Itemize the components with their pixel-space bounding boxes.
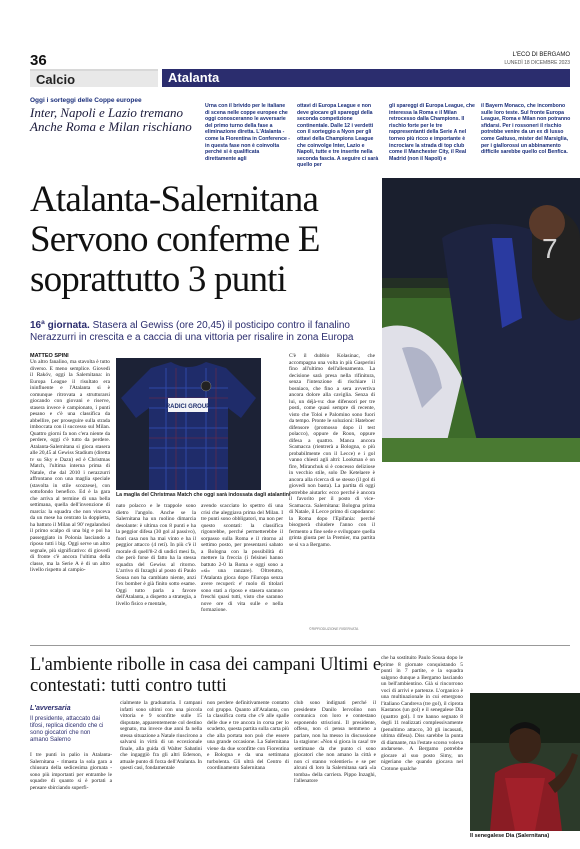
newspaper-name: L'ECO DI BERGAMO (512, 52, 570, 58)
main-deck (30, 320, 390, 344)
top-column-1: Urna con il brivido per le italiane di scena nelle coppe europee che oggi conosceranno le avversarie del primo turno della fase a eliminazione diretta. L'Atalanta - come la Fiorentina in Conference - in questa fase non è coinvolta perché si è qualificata direttamente agli (205, 103, 291, 162)
issue-date: LUNEDÌ 18 DICEMBRE 2023 (504, 60, 570, 66)
section-atalanta (162, 69, 570, 87)
bottom-column-2: cialmente la graduatoria. I campani infatti sono ultimi con una piccola vittoria e 9 sconfitte sulle 15 disputate, apparentemente col destino segnato, ma invece due anni fa nella stessa situazione a Natale riuscirono a salvarsi in virtù di un eccezionale finale, alla guida di Walter Sabatini che ingaggiò fra gli altri Ederson, attuale punto di forza dell'Atalanta. In questi casi, fondamentale (120, 700, 202, 771)
bottom-column-1: I tre punti in palio in Atalanta-Salernitana - rimasta la sola gara a chiusura della sedicesima giornata - sono più importanti per entrambe le squadre di quanto si è portati a pensare sbirciando superfi- (30, 752, 112, 791)
page-number: 36 (30, 52, 47, 69)
player-photo-caption: Il senegalese Dia (Salernitana) (470, 833, 550, 839)
top-kicker: Oggi i sorteggi delle Coppe europee (30, 97, 142, 104)
deck-text: Stasera al Gewiss (ore 20,45) il posticipo contro il fanalino Nerazzurri in crescita e a caccia di una vittoria per risalire in zona Europa (30, 320, 354, 343)
match-photo-illustration (382, 178, 580, 462)
main-column-1 (30, 353, 110, 574)
main-headline: Atalanta-Salernitana Servono conferme E soprattutto 3 punti (30, 179, 320, 300)
player-photo (470, 693, 580, 831)
copyright-credit: ©RIPRODUZIONE RISERVATA (309, 627, 359, 631)
bottom-column-4: club sono indignati perché il presidente Danilo Iervolino non comunica con loro e contestano esponendo striscioni. Il presidente, offeso, non ci pensa nemmeno a parlare, non ha messo in discussione la stagione: «Non si gioca in casa! tre settimane da che punto ci sono giocatori che non amano la città e non ci stanno volentieri» e se per alcuni di loro la Salernitana sarà «la tomba» della carriera. Pippo Inzaghi, l'allenatore (294, 700, 376, 784)
main-column-4: C'è il dubbio Kolasinac, che accompagna una volta in più Gasperini fino all'ultimo dell'allenamento. La decisione sarà presa nella rifinitura, senza l'intenzione di rischiare il bosniaco, che fino a sera avvertiva ancora dolore alla caviglia. Senza di lui, un déjà-vu: due difensori per tre posti, come quasi sempre di recente, visto che Toloi e Palomino sono fuori da tempo. Pronte le soluzioni: Hateboer difensore (promosso dopo il test polacco), oppure de Roon, oppure difesa a quattro. Manca ancora Scamacca (rientrerà a Bologna, o più probabilmente con il Lecce) e i gol vanno chiesti agli altri: Lookman è on fire, Miranchuk si è concesso deliziose in vecchio stile, solo De Ketelaere è ancora alla ricerca di se stesso (il gol di giovedì non basta). La partita di oggi potrebbe aiutarlo: ecco perché è ancora il favorito per il posto di vice-Scamacca. Salernitana: Bologna prima di Natale, il Lecce primo di capodanno: la Roma dopo l'Epifania: perché bisognerà chiudere l'anno con il fermento a fine sede e sviluppare quella grinta giusta per la Premier, ma partita se si va a Bergamo. (289, 353, 375, 548)
jersey-illustration (116, 358, 261, 490)
main-column-1-text: Un altro fanalino, ma stavolta è tutto diverso. E meno semplice. Giovedì il Rakóv, oggi la Salernitana: in Europa League il risultato era ininfluente e l'Atalanta si è comunque ritrovata a strutturarsi giocando con giovani e riserve, stasera invece è campionato, i punti pesano e c'è una classifica da abbellire, per proseguire sulla strada imboccata con il successo sul Milan. Quattro giorni fa non c'era niente da perdere, oggi c'è tutto da perdere. Atalanta-Salernitana si gioca stasera alle 20,45 al Gewiss Stadium (diretta tv su Sky e Dazn) ed è Christmas Match, l'ultima interna prima di Natale, che dal 2010 i nerazzurri affrontano con una maglia speciale (stavolta in stile scozzese), con sottofondo benefico. Ed è la gara che arriva al termine di una bella settimana, quella dell'invenzione di marcia: la squadra che non vinceva da un mese ha centrato la doppietta, ha battuto il Milan al 90' regalandosi il primo scalpo di una big e poi ha passeggiato in Polonia lasciando a riposo tutti i big. Oggi serve un altro segnale, più significativo: di giovedì di fronte c'è ancora l'ultima della classe, ma la Serie A è di un altro livello rispetto al campio- (30, 359, 110, 573)
aside-text: Il presidente, attaccato dai tifosi, replica dicendo che ci sono giocatori che non amano Salerno (30, 716, 104, 743)
jersey-sponsor: RADICI GROUP (165, 404, 211, 410)
bottom-column-5: che ha sostituito Paulo Sousa dopo le prime 8 giornate conquistando 5 punti in 7 partite, e la squadra salgono dunque a Bergamo lasciando un bell'ambientino. Già si rincorrono voci di arrivi e partenze. L'organico è una multinazionale in cui emergono l'italiano Candreva (tre gol), il ciprota Kastanos (un gol) e il senegalese Dia (quattro gol). I tre hanno segnato 8 degli 11 realizzati complessivamente (penultimo attacco, 30 gli incassati, ultima difesa). Diss sarebbe la punta di diamante, ma l'estate scorso voleva andarsene. A Bergamo potrebbe giocare al suo posto Simy, un nigeriano che quando giocava nel Crotone qualche (381, 655, 463, 772)
top-column-2: ottavi di Europa League e non deve giocare gli spareggi della seconda competizione continentale. Dalle 12 i verdetti con il sorteggio a Nyon per gli ottavi della Champions League che coinvolge Inter, Lazio e Napoli, tutte e tre inserite nella seconda fascia. A seguire ci sarà quello per (297, 103, 379, 169)
section-calcio (30, 69, 158, 87)
main-column-3: avendo scacciato lo spettro di una crisi che aleggiava prima del Milan. I tre punti sono obbligatori, ma non per questo scontati: la classifica rigonrebbe, perché permetterebbe il sorpasso sulla Roma e il ritorno al settimo posto, per presentarsi sabato a Bologna con la possibilità di mettere la freccia (i felsinei hanno battuto 2-0 la Roma e oggi sono a «sì» una ranzare). Oltretutto, l'Atalanta gioca dopo l'Europa senza avere recuperi: e' ruolo di titolari sono stati a riposo e stasera saranno freschi quasi tutti, visto che saranno nove ore di vita sulle e nella formazione. (201, 503, 283, 613)
byline: MATTEO SPINI (30, 353, 69, 359)
bottom-headline: L'ambiente ribolle in casa dei campani Ultimi e contestati: tutti contro tutti (30, 655, 382, 696)
svg-text:7: 7 (542, 233, 558, 264)
divider (30, 645, 570, 646)
top-headline: Inter, Napoli e Lazio tremano Anche Roma e Milan rischiano (30, 105, 192, 134)
bottom-column-3: non perdere definitivamente contatto col gruppo. Quanto all'Atalanta, con la classifica corta che c'è alle spalle delle due e tre ancora in corsa per lo scudetto, questa partita sulla carta più che alla portata non può che essere una grande occasione. La Salernitana viene da due sconfitte con Fiorentina e Bologna e da una settimana turbolenta. Gli ultrà del Centro di coordinamento Salernitana (207, 700, 289, 771)
match-photo (382, 178, 580, 462)
top-column-4: il Bayern Monaco, che incombono sulle loro teste. Sul fronte Europa League, Roma e Milan non potranno sfidarsi. Per i rossoneri il rischio potrebbe venire da un ex di lusso come Galtuso, mister del Marsiglia, per i giallorossi un abbinamento difficile sarebbe quello col Benfica. (481, 103, 571, 156)
jersey-photo (116, 358, 261, 490)
player-photo-illustration (470, 693, 580, 831)
section-bar (30, 69, 570, 87)
jersey-caption: La maglia del Christmas Match che oggi sarà indossata dagli atalantini (116, 492, 291, 498)
deck-lead: 16ª giornata. (30, 320, 90, 331)
top-column-3: gli spareggi di Europa League, che interessa la Roma e il Milan retrocesso dalla Champions. Il rischio forte per le tre rappresentanti della Serie A nel torneo più ricco e importante è incrociare la strada di top club come il Manchester City, il Real Madrid (non il Napoli) e (389, 103, 475, 162)
subsection-label: Atalanta (168, 70, 220, 85)
section-label: Calcio (36, 72, 76, 87)
aside-kicker: L'avversaria (30, 705, 71, 712)
main-column-2: nato polacco e le trappole sono dietro l'angolo. Anche se la Salernitana ha un ruolino dimarcia desolante: è ultima con 8 punti e ha la peggior difesa (30 gol al passivo), fuori casa non ha mai vinto e ha il peggior attacco (4 reti). In più c'è il morale di quell'8-2 di undici mesi fa, che però forse di fatto ha la stessa squadra del Gewiss al ritorno. L'arrivo di Inzaghi al posto di Paulo Sousa non ha cambiato niente, anzi l'ex bomber è già finito sotto esame. Oggi tutto parla a favore dell'Atalanta, a dispetto a strategia, a livello fisico e mentale, (116, 503, 196, 607)
